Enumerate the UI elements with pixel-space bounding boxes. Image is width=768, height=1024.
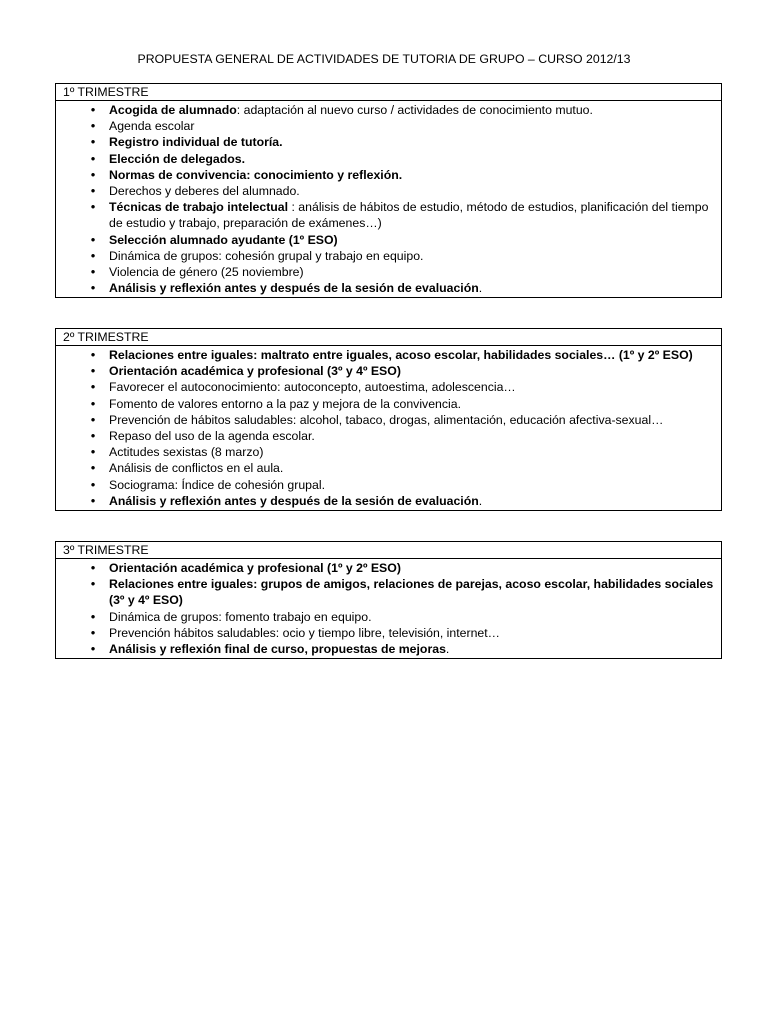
section-trimestre-1 xyxy=(55,83,722,298)
list-item xyxy=(56,560,715,576)
bullet-icon: • xyxy=(90,264,96,280)
bullet-icon: • xyxy=(90,476,96,492)
list-item xyxy=(56,460,715,476)
list-item xyxy=(56,280,715,296)
bullet-icon: • xyxy=(90,363,96,379)
item-text: Derechos y deberes del alumnado. xyxy=(109,184,300,199)
bullet-icon: • xyxy=(90,428,96,444)
list-item xyxy=(56,477,715,493)
bullet-icon: • xyxy=(90,183,96,199)
item-text: : análisis de hábitos de estudio, método de estudios, planificación del tiempo de estudio y trabajo, preparación de exámenes…) xyxy=(109,200,709,231)
section-heading: 3º TRIMESTRE xyxy=(56,542,721,559)
bullet-icon: • xyxy=(90,134,96,150)
list-item xyxy=(56,379,715,395)
item-text: Favorecer el autoconocimiento: autoconcepto, autoestima, adolescencia… xyxy=(109,380,516,395)
section-heading: 1º TRIMESTRE xyxy=(56,84,721,101)
item-bold-text: Análisis y reflexión antes y después de la sesión de evaluación xyxy=(109,281,479,296)
item-text: : adaptación al nuevo curso / actividades de conocimiento mutuo. xyxy=(236,103,593,117)
list-item xyxy=(56,347,715,363)
list-item xyxy=(56,248,715,264)
item-text: Fomento de valores entorno a la paz y mejora de la convivencia. xyxy=(109,396,462,411)
item-text: Prevención de hábitos saludables: alcohol, tabaco, drogas, alimentación, educación afectiva-sexual… xyxy=(109,412,664,427)
item-bold-text: Orientación académica y profesional (1º y 2º ESO) xyxy=(109,561,401,575)
item-text: Actitudes sexistas (8 marzo) xyxy=(109,445,264,460)
bullet-icon: • xyxy=(90,411,96,427)
list-item xyxy=(56,363,715,379)
item-text: Violencia de género (25 noviembre) xyxy=(109,265,304,280)
bullet-icon: • xyxy=(90,560,96,575)
list-item xyxy=(56,412,715,428)
activity-list xyxy=(56,560,715,657)
activity-list xyxy=(56,347,715,509)
item-text: Sociograma: Índice de cohesión grupal. xyxy=(109,477,326,492)
item-text: Dinámica de grupos: cohesión grupal y trabajo en equipo. xyxy=(109,248,424,263)
bullet-icon: • xyxy=(90,347,96,362)
bullet-icon: • xyxy=(90,379,96,395)
item-bold-text: Relaciones entre iguales: maltrato entre iguales, acoso escolar, habilidades sociales… (1º y 2º ESO) xyxy=(109,348,693,362)
bullet-icon: • xyxy=(90,492,96,508)
section-trimestre-2 xyxy=(55,328,722,511)
item-bold-text: Análisis y reflexión antes y después de la sesión de evaluación xyxy=(109,493,479,508)
list-item xyxy=(56,102,715,118)
item-bold-text: Normas de convivencia: conocimiento y reflexión. xyxy=(109,167,403,182)
list-item xyxy=(56,151,715,167)
bullet-icon: • xyxy=(90,608,96,624)
bullet-icon: • xyxy=(90,576,96,592)
bullet-icon: • xyxy=(90,150,96,166)
item-bold-text: Análisis y reflexión final de curso, propuestas de mejoras xyxy=(109,642,446,657)
bullet-icon: • xyxy=(90,444,96,460)
list-item xyxy=(56,396,715,412)
list-item xyxy=(56,134,715,150)
list-item xyxy=(56,167,715,183)
item-bold-text: Relaciones entre iguales: grupos de amigos, relaciones de parejas, acoso escolar, habilidades sociales (3º y 4º ESO) xyxy=(109,577,714,608)
bullet-icon: • xyxy=(90,395,96,411)
bullet-icon: • xyxy=(90,102,96,117)
list-item xyxy=(56,576,715,608)
bullet-icon: • xyxy=(90,118,96,134)
item-text: . xyxy=(445,642,450,657)
list-item xyxy=(56,264,715,280)
bullet-icon: • xyxy=(90,247,96,263)
list-item xyxy=(56,609,715,625)
list-item xyxy=(56,199,715,231)
bullet-icon: • xyxy=(90,166,96,182)
item-bold-text: Elección de delegados. xyxy=(109,151,245,166)
bullet-icon: • xyxy=(90,231,96,247)
item-bold-text: Selección alumnado ayudante (1º ESO) xyxy=(109,232,338,247)
list-item xyxy=(56,625,715,641)
item-text: . xyxy=(478,493,483,508)
activity-list xyxy=(56,102,715,296)
bullet-icon: • xyxy=(90,280,96,296)
document-title: PROPUESTA GENERAL DE ACTIVIDADES DE TUTORIA DE GRUPO – CURSO 2012/13 xyxy=(137,52,631,66)
list-item xyxy=(56,493,715,509)
list-item xyxy=(56,232,715,248)
bullet-icon: • xyxy=(90,460,96,476)
item-bold-text: Acogida de alumnado xyxy=(109,103,237,117)
item-text: Dinámica de grupos: fomento trabajo en equipo. xyxy=(109,609,372,624)
item-text: Prevención hábitos saludables: ocio y tiempo libre, televisión, internet… xyxy=(109,625,500,640)
bullet-icon: • xyxy=(90,641,96,657)
item-bold-text: Técnicas de trabajo intelectual xyxy=(109,200,289,215)
bullet-icon: • xyxy=(90,199,96,215)
list-item xyxy=(56,428,715,444)
list-item xyxy=(56,641,715,657)
section-trimestre-3 xyxy=(55,541,722,659)
list-item xyxy=(56,118,715,134)
item-text: Agenda escolar xyxy=(109,119,195,134)
list-item xyxy=(56,183,715,199)
item-text: . xyxy=(478,281,483,296)
list-item xyxy=(56,444,715,460)
item-text: Repaso del uso de la agenda escolar. xyxy=(109,429,315,444)
item-text: Análisis de conflictos en el aula. xyxy=(109,461,284,476)
section-heading: 2º TRIMESTRE xyxy=(56,329,721,346)
item-bold-text: Registro individual de tutoría. xyxy=(109,135,283,150)
item-bold-text: Orientación académica y profesional (3º y 4º ESO) xyxy=(109,364,401,379)
bullet-icon: • xyxy=(90,624,96,640)
